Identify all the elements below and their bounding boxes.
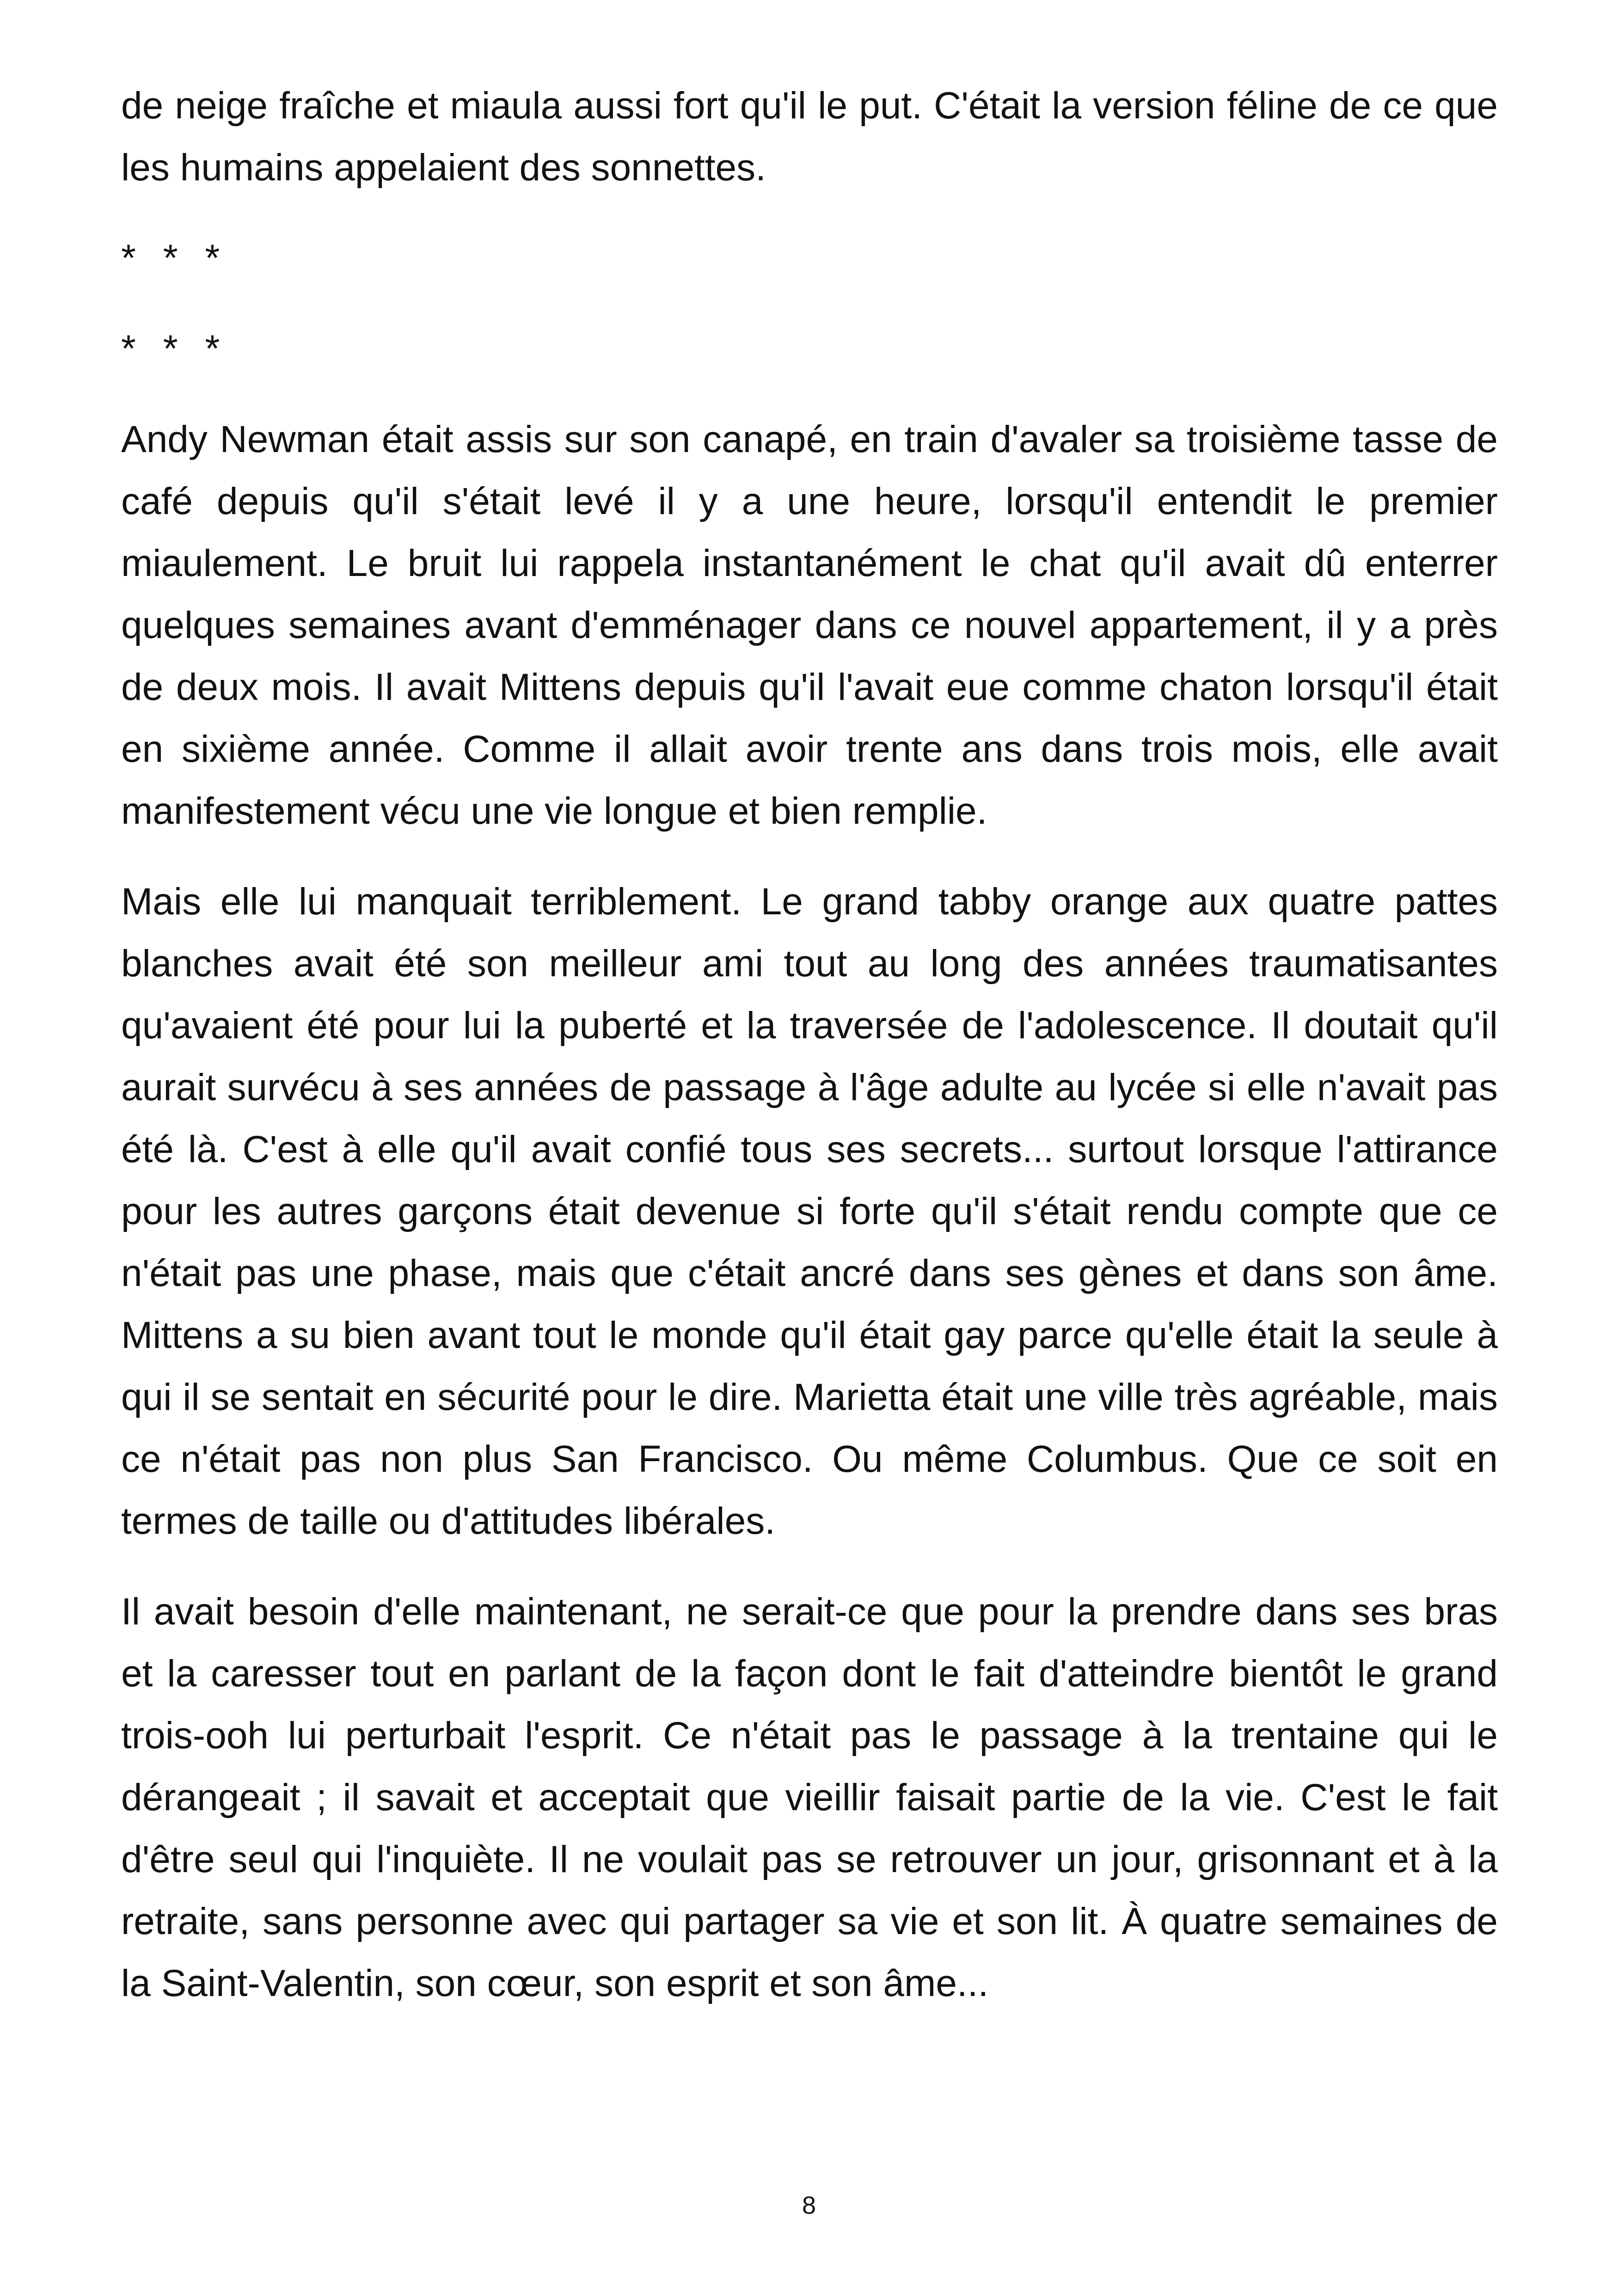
page-number: 8	[802, 2192, 816, 2219]
opening-paragraph: de neige fraîche et miaula aussi fort qu'il le put. C'était la version féline de ce que les humains appelaient des sonnettes.	[121, 85, 1498, 189]
paragraph: Andy Newman était assis sur son canapé, en train d'avaler sa troisième tasse de café depuis qu'il s'était levé il y a une heure, lorsqu'il entendit le premier miaulement. Le bruit lui rappela instantanément le chat qu'il avait dû enterrer quelques semaines avant d'emménager dans ce nouvel appartement, il y a près de deux mois. Il avait Mittens depuis qu'il l'avait eue comme chaton lorsqu'il était en sixième année. Comme il allait avoir trente ans dans trois mois, elle avait manifestement vécu une vie longue et bien remplie.	[121, 418, 1498, 832]
section-separator: * * *	[121, 328, 228, 370]
paragraph: Mais elle lui manquait terriblement. Le grand tabby orange aux quatre pattes blanches avait été son meilleur ami tout au long des années traumatisantes qu'avaient été pour lui la puberté et la traversée de l'adolescence. Il doutait qu'il aurait survécu à ses années de passage à l'âge adulte au lycée si elle n'avait pas été là. C'est à elle qu'il avait confié tous ses secrets... surtout lorsque l'attirance pour les autres garçons était devenue si forte qu'il s'était rendu compte que ce n'était pas une phase, mais que c'était ancré dans ses gènes et dans son âme. Mittens a su bien avant tout le monde qu'il était gay parce qu'elle était la seule à qui il se sentait en sécurité pour le dire. Marietta était une ville très agréable, mais ce n'était pas non plus San Francisco. Ou même Columbus. Que ce soit en termes de taille ou d'attitudes libérales.	[121, 881, 1498, 1542]
section-separator: * * *	[121, 237, 228, 279]
paragraph: Il avait besoin d'elle maintenant, ne serait-ce que pour la prendre dans ses bras et la caresser tout en parlant de la façon dont le fait d'atteindre bientôt le grand trois-ooh lui perturbait l'esprit. Ce n'était pas le passage à la trentaine qui le dérangeait ; il savait et acceptait que vieillir faisait partie de la vie. C'est le fait d'être seul qui l'inquiète. Il ne voulait pas se retrouver un jour, grisonnant et à la retraite, sans personne avec qui partager sa vie et son lit. À quatre semaines de la Saint-Valentin, son cœur, son esprit et son âme...	[121, 1591, 1498, 2004]
body-text	[121, 75, 1498, 2043]
